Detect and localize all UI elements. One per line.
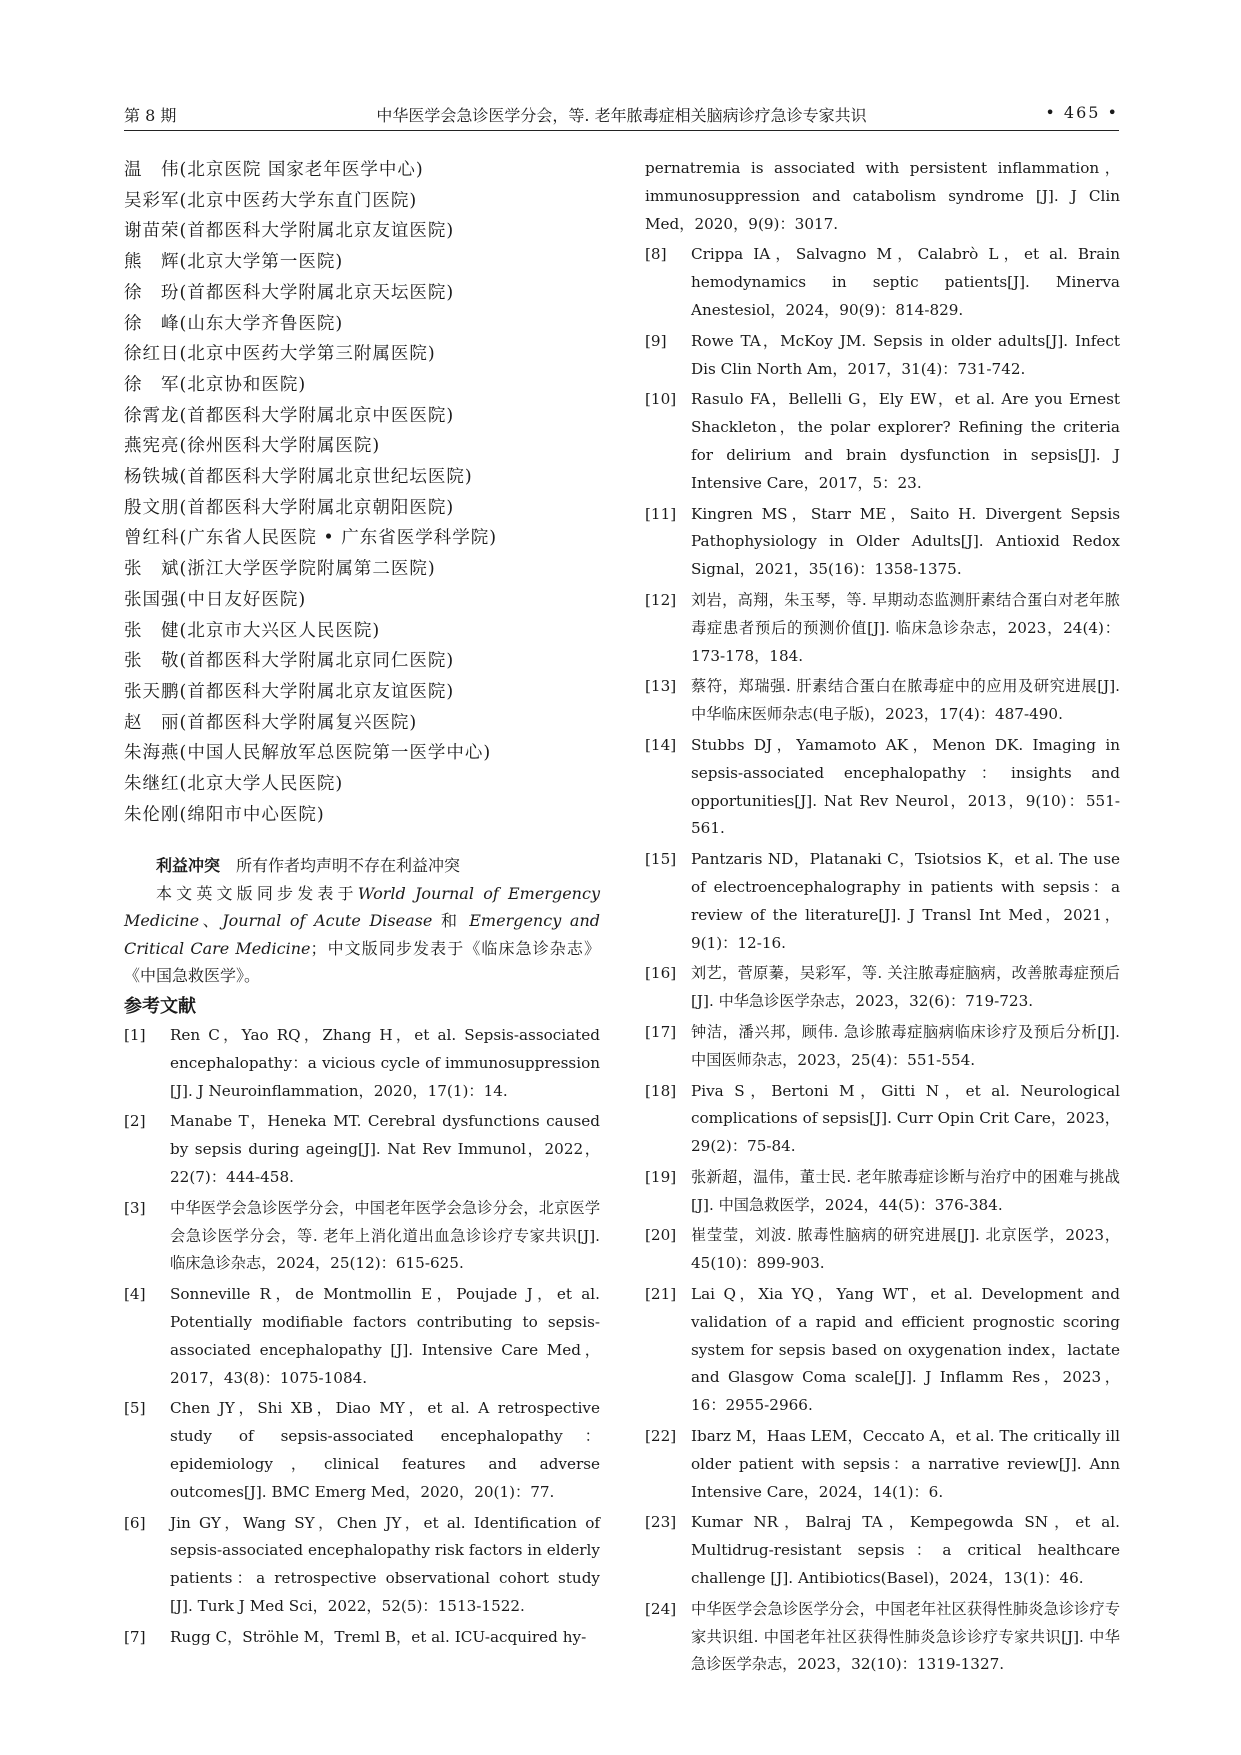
reference-text: Ibarz M，Haas LEM，Ceccato A，et al. The critically ill older patient with sepsis：a narrative review[J]. Ann Intensive Care，2024，14(1)：6. — [691, 1427, 1120, 1501]
publication-suffix: ；中文版同步发表于《临床急诊杂志》《中国急救医学》。 — [124, 938, 600, 986]
reference-list-right — [645, 241, 1120, 1679]
publication-prefix: 本文英文版同步发表于 — [156, 883, 358, 903]
reference-number: [5] — [124, 1399, 146, 1418]
reference-item — [645, 1423, 1120, 1506]
committee-member: 谢苗荣(首都医科大学附属北京友谊医院) — [124, 221, 455, 242]
reference-text: Ren C，Yao RQ，Zhang H，et al. Sepsis-associated encephalopathy：a vicious cycle of immunosuppression [J]. J Neuroinflammation，2020，17(1)：14. — [170, 1025, 600, 1100]
running-header — [124, 100, 1119, 131]
committee-member: 张天鹏(首都医科大学附属北京友谊医院) — [124, 681, 455, 702]
reference-item — [645, 1078, 1120, 1161]
committee-member: 燕宪亮(徐州医科大学附属医院) — [124, 436, 381, 457]
reference-text: 刘艺，菅原蓁，吴彩军，等. 关注脓毒症脑病，改善脓毒症预后[J]. 中华急诊医学杂志，2023，32(6)：719-723. — [691, 964, 1120, 1011]
committee-member: 殷文朋(首都医科大学附属北京朝阳医院) — [124, 497, 455, 518]
reference-item — [645, 673, 1120, 729]
conflict-statement — [124, 852, 600, 880]
journal-name-1: World Journal of Emergency Medicine — [124, 883, 600, 931]
reference-number: [22] — [645, 1427, 677, 1446]
reference-text: Jin GY，Wang SY，Chen JY，et al. Identification of sepsis-associated encephalopathy risk factors in elderly patients：a retrospective observational cohort study [J]. Turk J Med Sci，2022，52(5)：1513-1522. — [170, 1513, 600, 1615]
reference-item — [645, 846, 1120, 957]
reference-item — [124, 1510, 600, 1621]
reference-number: [18] — [645, 1081, 677, 1100]
journal-name-2b: Emergency and Critical Care Medicine — [124, 911, 600, 958]
reference-number: [2] — [124, 1112, 146, 1131]
committee-member: 徐 军(北京协和医院) — [124, 374, 307, 395]
reference-text: Rugg C，Ströhle M，Treml B，et al. ICU-acquired hy- — [170, 1627, 587, 1646]
reference-text: 张新超，温伟，董士民. 老年脓毒症诊断与治疗中的困难与挑战[J]. 中国急救医学，2024，44(5)：376-384. — [691, 1167, 1120, 1214]
reference-text: Kumar NR，Balraj TA，Kempegowda SN，et al. Multidrug-resistant sepsis：a critical healthcare challenge [J]. Antibiotics(Basel)，2024，13(1)：46. — [691, 1513, 1120, 1588]
conflict-label: 利益冲突 — [156, 856, 221, 876]
reference-item — [645, 732, 1120, 843]
publication-separator: 、 — [199, 911, 223, 931]
reference-text: Lai Q，Xia YQ，Yang WT，et al. Development and validation of a rapid and efficient prognostic scoring system for sepsis based on oxygenation index，lactate and Glasgow Coma scale[J]. J Inflamm Res，2023，16：2955-2966. — [691, 1285, 1120, 1415]
committee-member: 张 健(北京市大兴区人民医院) — [124, 620, 381, 641]
reference-text: 蔡符，郑瑞强. 肝素结合蛋白在脓毒症中的应用及研究进展[J]. 中华临床医师杂志(电子版)，2023，17(4)：487-490. — [691, 677, 1120, 724]
reference-text: Stubbs DJ，Yamamoto AK，Menon DK. Imaging in sepsis-associated encephalopathy：insights and opportunities[J]. Nat Rev Neurol，2013，9(10)：551-561. — [691, 735, 1120, 838]
publication-note — [124, 880, 600, 990]
committee-member: 曾红科(广东省人民医院 • 广东省医学科学院) — [124, 528, 498, 549]
reference-item — [645, 386, 1120, 497]
committee-member: 朱海燕(中国人民解放军总医院第一医学中心) — [124, 743, 492, 764]
reference-number: [10] — [645, 390, 677, 409]
reference-number: [7] — [124, 1627, 146, 1646]
reference-text: Crippa IA，Salvagno M，Calabrò L，et al. Brain hemodynamics in septic patients[J]. Minerva Anestesiol，2024，90(9)：814-829. — [691, 245, 1120, 319]
reference-item — [645, 960, 1120, 1016]
reference-text: 中华医学会急诊医学分会，中国老年医学会急诊分会，北京医学会急诊医学分会，等. 老年上消化道出血急诊诊疗专家共识[J]. 临床急诊杂志，2024，25(12)：615-625. — [170, 1198, 600, 1273]
committee-member: 吴彩军(北京中医药大学东直门医院) — [124, 190, 418, 211]
reference-text: 崔莹莹，刘波. 脓毒性脑病的研究进展[J]. 北京医学，2023，45(10)：899-903. — [691, 1226, 1120, 1273]
running-title: 中华医学会急诊医学分会，等. 老年脓毒症相关脑病诊疗急诊专家共识 — [376, 106, 867, 125]
reference-text: Kingren MS，Starr ME，Saito H. Divergent Sepsis Pathophysiology in Older Adults[J]. Antioxid Redox Signal，2021，35(16)：1358-1375. — [691, 504, 1120, 579]
committee-member: 杨铁城(首都医科大学附属北京世纪坛医院) — [124, 467, 473, 488]
reference-item — [124, 1195, 600, 1278]
reference-text: Sonneville R，de Montmollin E，Poujade J，et al. Potentially modifiable factors contributing to sepsis-associated encephalopathy [J]. Intensive Care Med，2017，43(8)：1075-1084. — [170, 1285, 600, 1387]
reference-number: [24] — [645, 1599, 677, 1618]
committee-member: 赵 丽(首都医科大学附属复兴医院) — [124, 712, 418, 733]
committee-member: 徐 峰(山东大学齐鲁医院) — [124, 313, 344, 334]
journal-name-2a: Journal of Acute Disease — [222, 911, 433, 931]
reference-item — [645, 1281, 1120, 1420]
reference-number: [21] — [645, 1285, 677, 1304]
reference-item — [124, 1624, 600, 1652]
reference-item — [645, 328, 1120, 384]
reference-text: Pantzaris ND，Platanaki C，Tsiotsios K，et al. The use of electroencephalography in patients with sepsis：a review of the literature[J]. J Transl Int Med，2021，9(1)：12-16. — [691, 850, 1120, 952]
reference-item — [124, 1108, 600, 1191]
reference-number: [19] — [645, 1167, 677, 1186]
reference-item — [645, 1596, 1120, 1679]
committee-member: 张 斌(浙江大学医学院附属第二医院) — [124, 559, 436, 580]
reference-number: [17] — [645, 1022, 677, 1041]
reference-text: Rasulo FA，Bellelli G，Ely EW，et al. Are you Ernest Shackleton，the polar explorer? Refining the criteria for delirium and brain dysfunction in sepsis[J]. J Intensive Care，2017，5：23. — [691, 390, 1120, 492]
reference-item — [124, 1022, 600, 1105]
committee-member: 朱伦刚(绵阳市中心医院) — [124, 804, 325, 825]
reference-number: [1] — [124, 1025, 146, 1044]
committee-member: 温 伟(北京医院 国家老年医学中心) — [124, 160, 424, 180]
member-list — [124, 155, 600, 830]
reference-item — [645, 1164, 1120, 1220]
reference-number: [15] — [645, 850, 677, 869]
reference-number: [14] — [645, 735, 677, 754]
reference-number: [6] — [124, 1513, 146, 1532]
reference-number: [23] — [645, 1513, 677, 1532]
reference-number: [4] — [124, 1285, 146, 1304]
reference-item — [645, 1019, 1120, 1075]
reference-text: Rowe TA，McKoy JM. Sepsis in older adults[J]. Infect Dis Clin North Am，2017，31(4)：731-742. — [691, 331, 1120, 378]
reference-number: [3] — [124, 1198, 146, 1217]
reference-item — [124, 1395, 600, 1506]
reference-7-continuation: pernatremia is associated with persistent inflammation，immunosuppression and catabolism syndrome [J]. J Clin Med，2020，9(9)：3017. — [645, 159, 1120, 233]
reference-number: [16] — [645, 964, 677, 983]
reference-item — [124, 1281, 600, 1392]
committee-member: 徐 玢(首都医科大学附属北京天坛医院) — [124, 282, 455, 303]
committee-member: 张国强(中日友好医院) — [124, 589, 307, 610]
committee-member: 张 敬(首都医科大学附属北京同仁医院) — [124, 651, 455, 672]
page-number: • 465 • — [1045, 103, 1119, 122]
reference-number: [13] — [645, 677, 677, 696]
reference-text: 中华医学会急诊医学分会，中国老年社区获得性肺炎急诊诊疗专家共识组. 中国老年社区获得性肺炎急诊诊疗专家共识[J]. 中华急诊医学杂志，2023，32(10)：1319-1327. — [691, 1599, 1120, 1674]
committee-member: 熊 辉(北京大学第一医院) — [124, 252, 344, 273]
spacer — [124, 830, 600, 852]
reference-text: Manabe T，Heneka MT. Cerebral dysfunctions caused by sepsis during ageing[J]. Nat Rev Immunol，2022，22(7)：444-458. — [170, 1112, 600, 1186]
committee-member: 徐红日(北京中医药大学第三附属医院) — [124, 344, 436, 365]
conflict-text: 所有作者均声明不存在利益冲突 — [236, 856, 461, 876]
right-column — [645, 155, 1120, 1682]
reference-number: [9] — [645, 331, 667, 350]
reference-list-left — [124, 1022, 600, 1652]
reference-number: [20] — [645, 1226, 677, 1245]
issue-number: 第 8 期 — [124, 106, 177, 125]
reference-text: Chen JY，Shi XB，Diao MY，et al. A retrospective study of sepsis-associated encephalopathy：epidemiology，clinical features and adverse outcomes[J]. BMC Emerg Med，2020，20(1)：77. — [170, 1399, 600, 1501]
reference-text: Piva S，Bertoni M，Gitti N，et al. Neurological complications of sepsis[J]. Curr Opin Crit Care，2023，29(2)：75-84. — [691, 1081, 1120, 1156]
reference-text: 刘岩，高翔，朱玉琴，等. 早期动态监测肝素结合蛋白对老年脓毒症患者预后的预测价值[J]. 临床急诊杂志，2023，24(4)：173-178，184. — [691, 590, 1120, 665]
left-column — [124, 155, 600, 1655]
reference-text: 钟洁，潘兴邦，顾伟. 急诊脓毒症脑病临床诊疗及预后分析[J]. 中国医师杂志，2023，25(4)：551-554. — [691, 1022, 1120, 1069]
reference-number: [11] — [645, 504, 677, 523]
references-heading: 参考文献 — [124, 995, 196, 1017]
reference-item — [645, 241, 1120, 324]
committee-member: 徐霄龙(首都医科大学附属北京中医医院) — [124, 405, 455, 426]
reference-item — [645, 501, 1120, 584]
reference-number: [8] — [645, 245, 667, 264]
publication-and: 和 — [440, 911, 461, 931]
reference-item — [645, 1222, 1120, 1278]
reference-number: [12] — [645, 590, 677, 609]
reference-item — [645, 1509, 1120, 1592]
committee-member: 朱继红(北京大学人民医院) — [124, 774, 344, 795]
reference-item — [645, 587, 1120, 670]
